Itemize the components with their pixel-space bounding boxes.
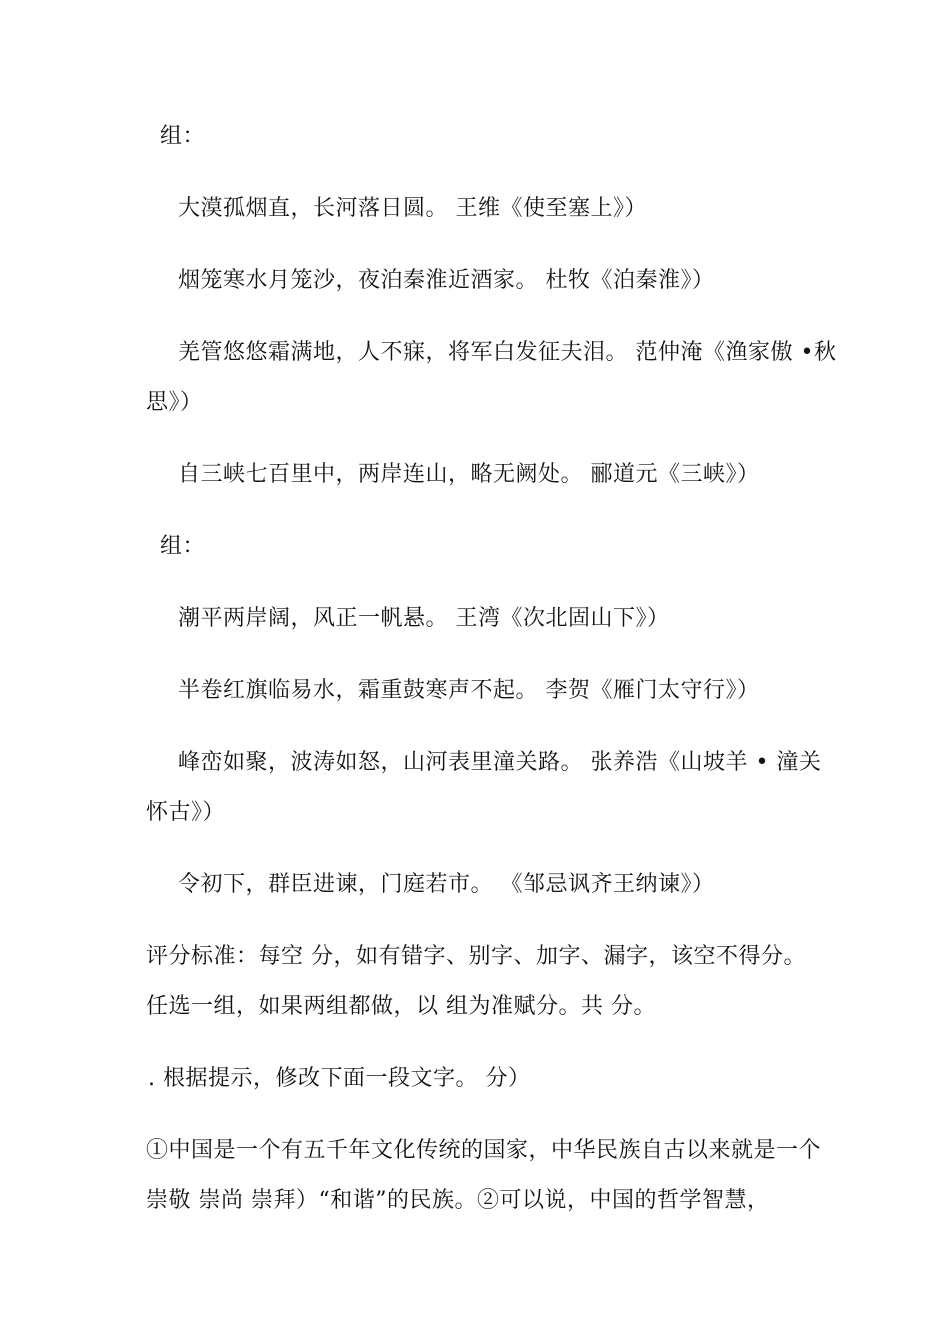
line-poem-7: 峰峦如聚，波涛如怒，山河表里潼关路。 张养浩《山坡羊 • 潼关 (178, 750, 822, 775)
line-question: . 根据提示，修改下面一段文字。 分） (148, 1066, 531, 1091)
line-scoring-2: 任选一组，如果两组都做，以 组为准赋分。共 分。 (146, 994, 656, 1019)
line-passage-2: 崇敬 崇尚 崇拜）“和谐”的民族。②可以说，中国的哲学智慧， (146, 1188, 770, 1213)
line-poem-1: 大漠孤烟直，长河落日圆。 王维《使至塞上》） (178, 196, 647, 221)
line-poem-8: 令初下，群臣进谏，门庭若市。 《邹忌讽齐王纳谏》） (178, 872, 715, 897)
line-group-b-heading: 组： (160, 534, 206, 559)
line-poem-6: 半卷红旗临易水，霜重鼓寒声不起。 李贺《雁门太守行》） (178, 678, 760, 703)
line-poem-7-cont: 怀古》） (146, 800, 226, 825)
line-poem-5: 潮平两岸阔，风正一帆悬。 王湾《次北固山下》） (178, 606, 670, 631)
line-group-a-heading: 组： (160, 124, 206, 149)
line-poem-4: 自三峡七百里中，两岸连山，略无阙处。 郦道元《三峡》） (178, 462, 760, 487)
line-poem-3: 羌管悠悠霜满地，人不寐，将军白发征夫泪。 范仲淹《渔家傲 •秋 (178, 340, 837, 365)
line-passage-1: ①中国是一个有五千年文化传统的国家，中华民族自古以来就是一个 (146, 1138, 822, 1163)
line-scoring-1: 评分标准：每空 分，如有错字、别字、加字、漏字，该空不得分。 (146, 944, 806, 969)
line-poem-2: 烟笼寒水月笼沙，夜泊秦淮近酒家。 杜牧《泊秦淮》） (178, 268, 715, 293)
line-poem-3-cont: 思》） (146, 390, 203, 415)
